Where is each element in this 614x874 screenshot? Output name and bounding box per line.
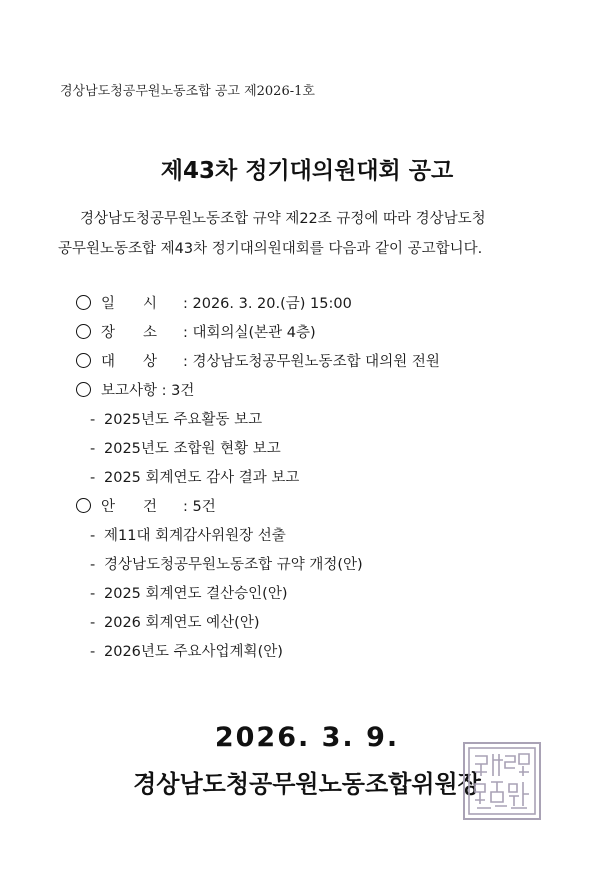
circle-bullet-icon bbox=[76, 382, 91, 397]
list-item-text: 경상남도청공무원노동조합 규약 개정(안) bbox=[104, 557, 363, 573]
dash-bullet-icon: - bbox=[90, 470, 96, 486]
label-char: 소 bbox=[143, 325, 158, 341]
label-char: 시 bbox=[143, 296, 158, 312]
label-char: 일 bbox=[101, 296, 116, 312]
dash-bullet-icon: - bbox=[90, 412, 96, 428]
item-label bbox=[101, 493, 183, 522]
list-item-text: 제11대 회계감사위원장 선출 bbox=[104, 528, 286, 544]
list-item-text: 2025년도 조합원 현황 보고 bbox=[104, 441, 281, 457]
dash-bullet-icon: - bbox=[90, 586, 96, 602]
intro-line-2: 공무원노동조합 제43차 정기대의원대회를 다음과 같이 공고합니다. bbox=[58, 241, 483, 257]
label-char: 대 bbox=[101, 354, 116, 370]
item-value: : 대회의실(본관 4층) bbox=[183, 325, 316, 341]
signer-name: 경상남도청공무원노동조합위원장 bbox=[133, 770, 481, 798]
item-label bbox=[101, 319, 183, 348]
item-value: : 경상남도청공무원노동조합 대의원 전원 bbox=[183, 354, 440, 370]
notice-items bbox=[76, 290, 576, 667]
list-item bbox=[76, 551, 576, 580]
circle-bullet-icon bbox=[76, 295, 91, 310]
document-number: 경상남도청공무원노동조합 공고 제2026-1호 bbox=[60, 84, 315, 99]
list-item-text: 2025 회계연도 감사 결과 보고 bbox=[104, 470, 300, 486]
list-item bbox=[76, 435, 576, 464]
item-label: 보고사항 : 3건 bbox=[101, 383, 195, 399]
circle-bullet-icon bbox=[76, 498, 91, 513]
dash-bullet-icon: - bbox=[90, 441, 96, 457]
notice-date: 2026. 3. 9. bbox=[214, 722, 400, 753]
list-item-text: 2025년도 주요활동 보고 bbox=[104, 412, 263, 428]
item-label bbox=[101, 348, 183, 377]
item-label bbox=[101, 290, 183, 319]
list-item bbox=[76, 580, 576, 609]
list-item bbox=[76, 464, 576, 493]
list-item-text: 2026년도 주요사업계획(안) bbox=[104, 644, 283, 660]
item-target bbox=[76, 348, 576, 377]
label-char: 안 bbox=[101, 499, 116, 515]
item-datetime bbox=[76, 290, 576, 319]
label-char: 장 bbox=[101, 325, 116, 341]
intro-line-1: 경상남도청공무원노동조합 규약 제22조 규정에 따라 경상남도청 bbox=[80, 211, 486, 227]
notice-title: 제43차 정기대의원대회 공고 bbox=[160, 158, 454, 184]
dash-bullet-icon: - bbox=[90, 528, 96, 544]
item-agenda bbox=[76, 493, 576, 522]
list-item-text: 2025 회계연도 결산승인(안) bbox=[104, 586, 288, 602]
item-reports bbox=[76, 377, 576, 406]
item-place bbox=[76, 319, 576, 348]
list-item bbox=[76, 406, 576, 435]
item-value: : 5건 bbox=[183, 499, 216, 515]
dash-bullet-icon: - bbox=[90, 557, 96, 573]
official-seal-icon bbox=[463, 742, 541, 820]
circle-bullet-icon bbox=[76, 353, 91, 368]
item-value: : 2026. 3. 20.(금) 15:00 bbox=[183, 296, 352, 312]
label-char: 건 bbox=[143, 499, 158, 515]
dash-bullet-icon: - bbox=[90, 615, 96, 631]
list-item bbox=[76, 609, 576, 638]
list-item bbox=[76, 522, 576, 551]
list-item-text: 2026 회계연도 예산(안) bbox=[104, 615, 260, 631]
label-char: 상 bbox=[143, 354, 158, 370]
dash-bullet-icon: - bbox=[90, 644, 96, 660]
circle-bullet-icon bbox=[76, 324, 91, 339]
intro-paragraph bbox=[58, 204, 578, 264]
list-item bbox=[76, 638, 576, 667]
